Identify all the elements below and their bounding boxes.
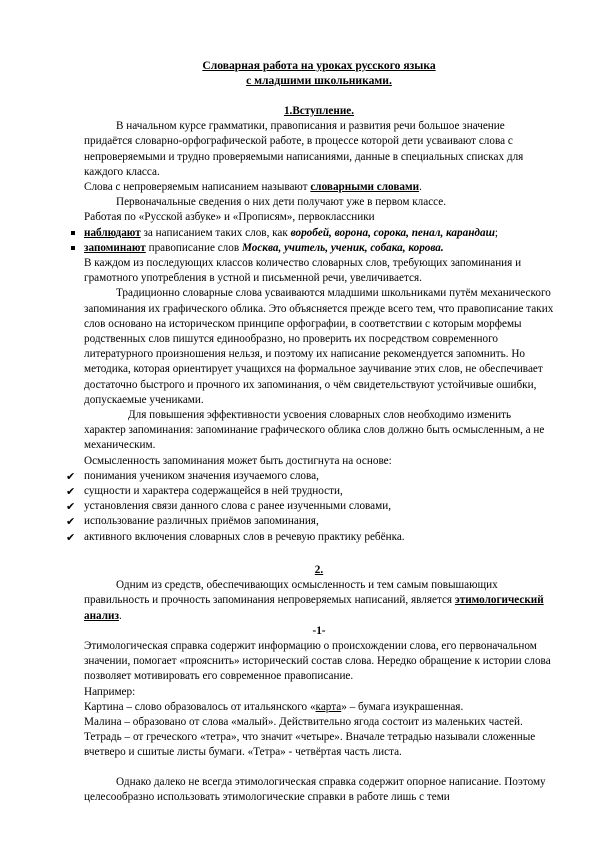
bold-term: этимологический анализ <box>84 594 544 622</box>
list-item: ✔ активного включения словарных слов в речевую практику ребёнка. <box>84 530 554 545</box>
bold-term: словарными словами <box>310 181 420 194</box>
list-item: ✔ сущности и характера содержащейся в ней трудности, <box>84 484 554 499</box>
section-2-heading: 2. <box>314 563 324 576</box>
paragraph: Осмысленность запоминания может быть достигнута на основе: <box>84 454 392 467</box>
example-line: Малина – образовано от слова «малый». Действительно ягода состоит из маленьких частей. <box>84 715 523 728</box>
bullet-list <box>84 226 554 256</box>
paragraph: Работая по «Русской азбуке» и «Прописям», первоклассники <box>84 211 375 224</box>
list-item: наблюдают за написанием таких слов, как воробей, ворона, сорока, пенал, карандаш; <box>84 226 554 241</box>
paragraph: Слова с непроверяемым написанием называют словарными словами. <box>84 181 422 194</box>
list-item: ✔ понимания учеником значения изучаемого слова, <box>84 469 554 484</box>
title-line-1: Словарная работа на уроках русского языка <box>202 59 436 72</box>
paragraph: Этимологическая справка содержит информацию о происхождении слова, его первоначальном значении, помогает «прояснить» исторический состав слова. Нередко обращение к истории слова позволяет мотивировать его современное правописание. <box>84 639 551 683</box>
paragraph: В начальном курсе грамматики, правописания и развития речи большое значение придаётся словарно-орфографической работе, в процессе которой дети усваивают слова с непроверяемыми и трудно проверяемыми написаниями, данные в специальных списках для каждого класса. <box>84 120 524 178</box>
list-item: запоминают правописание слов Москва, учитель, ученик, собака, корова. <box>84 241 554 256</box>
paragraph: Первоначальные сведения о них дети получают уже в первом классе. <box>116 196 447 209</box>
example-line: Тетрадь – от греческого «тетра», что значит «четыре». Вначале тетрадью называли сложенные вчетверо и сшитые листы бумаги. «Тетра» - четвёртая часть листа. <box>84 731 536 759</box>
section-1-heading: 1.Вступление. <box>283 105 355 117</box>
paragraph: Для повышения эффективности усвоения словарных слов необходимо изменить характер запоминания: запоминание графического облика слов должно быть осмысленным, а не механическим. <box>84 409 545 452</box>
paragraph: Традиционно словарные слова усваиваются младшими школьниками путём механического запоминания их графического облика. Это объясняется прежде всего тем, что правописание таких слов основано на историческом принципе орфографии, в соответствии с которым морфемы родственных слов пишутся единообразно, но проверить их посредством современного литературного произношения нельзя, и поэтому их написание рекомендуется запомнить. Но методика, которая ориентирует учащихся на формальное заучивание этих слов, не обеспечивает достаточно быстрого и прочного их запоминания, о чём свидетельствуют устойчивые ошибки, допускаемые учениками. <box>84 287 554 406</box>
subsection-number: -1- <box>312 624 326 637</box>
list-item: ✔ использование различных приёмов запоминания, <box>84 514 554 529</box>
document-page <box>84 58 554 805</box>
example-line: Картина – слово образовалось от итальянского «карта» – бумага изукрашенная. <box>84 700 464 713</box>
list-item: ✔ установления связи данного слова с ранее изученными словами, <box>84 499 554 514</box>
paragraph: Например: <box>84 685 136 698</box>
check-list <box>84 469 554 545</box>
paragraph: Одним из средств, обеспечивающих осмысленность и тем самым повышающих правильность и прочность запоминания непроверяемых написаний, является этимологический анализ. <box>84 579 544 622</box>
paragraph: Однако далеко не всегда этимологическая справка содержит опорное написание. Поэтому целесообразно использовать этимологические справки в работе лишь с теми <box>84 775 546 803</box>
document-title <box>84 58 554 88</box>
title-line-2: с младшими школьниками. <box>246 74 392 87</box>
paragraph: В каждом из последующих классов количество словарных слов, требующих запоминания и грамотного употребления в устной и письменной речи, увеличивается. <box>84 257 522 285</box>
